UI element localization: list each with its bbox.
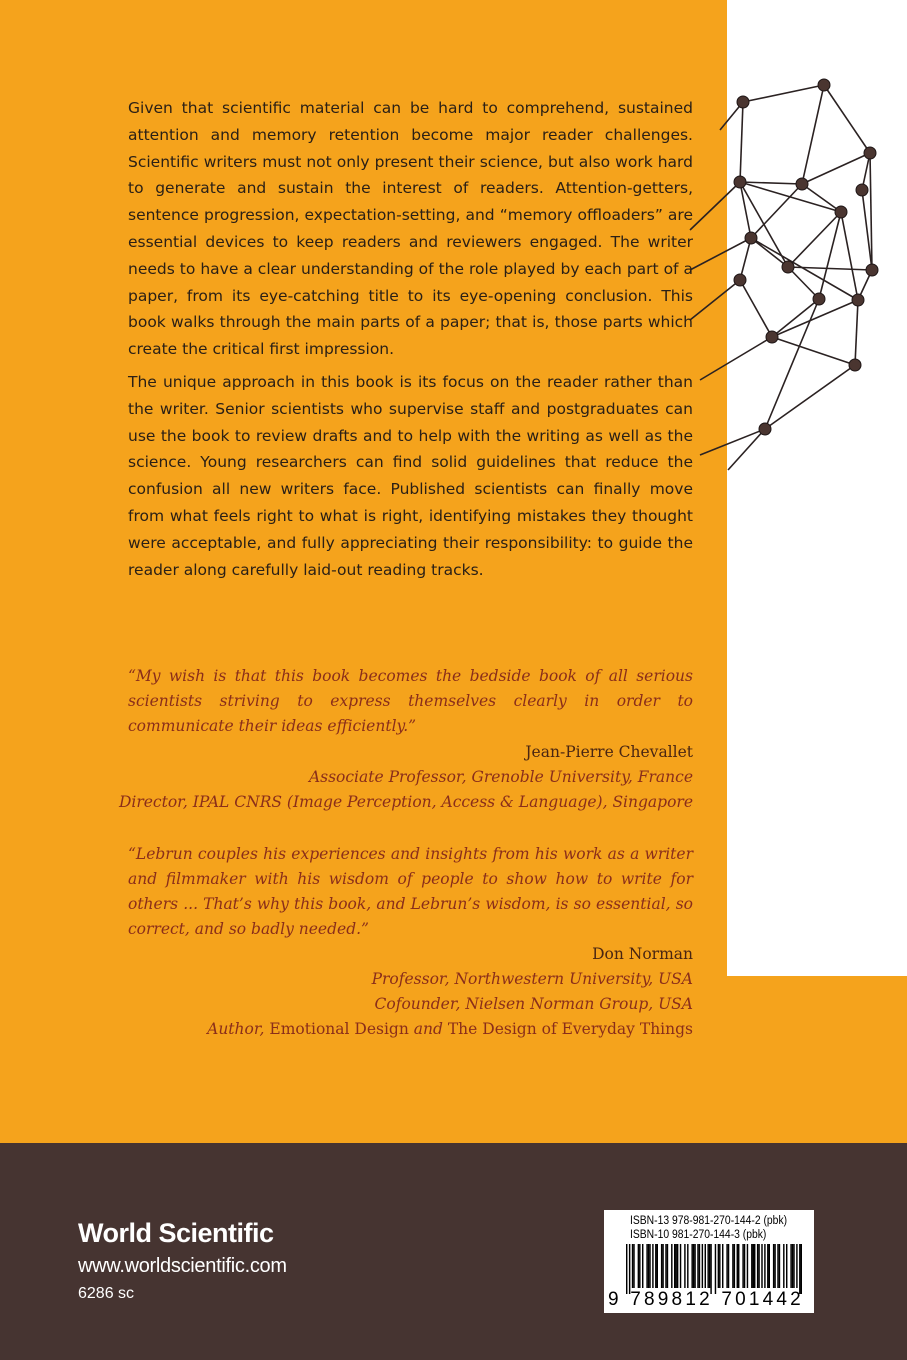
barcode-bar	[734, 1244, 735, 1288]
network-edge	[819, 212, 841, 299]
barcode-bar	[693, 1244, 694, 1288]
network-node	[835, 206, 847, 218]
barcode-bar	[786, 1244, 787, 1288]
barcode-bar	[639, 1244, 640, 1288]
network-edge	[740, 102, 743, 182]
network-edge	[788, 212, 841, 267]
network-edge	[841, 212, 858, 300]
barcode-bar	[694, 1244, 695, 1288]
barcode-bar	[710, 1244, 711, 1294]
barcode-bar	[675, 1244, 676, 1288]
network-edge	[743, 85, 824, 102]
network-node	[813, 293, 825, 305]
author-role: Author,	[207, 1020, 265, 1038]
barcode-bar	[702, 1244, 703, 1288]
network-edge	[690, 182, 740, 230]
network-node	[782, 261, 794, 273]
network-node	[849, 359, 861, 371]
network-edge	[772, 337, 855, 365]
barcode-bar	[642, 1244, 643, 1288]
barcode-bar	[626, 1244, 627, 1294]
barcode-bar	[707, 1244, 708, 1288]
network-edge	[740, 238, 751, 280]
barcode-bar	[699, 1244, 700, 1288]
barcode-bar	[661, 1244, 662, 1288]
barcode-bar	[796, 1244, 797, 1288]
barcode-bar	[652, 1244, 653, 1288]
barcode-bar	[764, 1244, 765, 1288]
isbn-10: ISBN-10 981-270-144-3 (pbk)	[630, 1229, 767, 1241]
barcode-bar	[680, 1244, 681, 1288]
network-edge	[802, 85, 824, 184]
network-node	[856, 184, 868, 196]
barcode-digits: 9 789812 701442	[608, 1289, 804, 1310]
barcode-bar	[697, 1244, 698, 1288]
isbn-barcode-box	[604, 1210, 814, 1313]
endorser-name-2: Don Norman	[592, 945, 693, 963]
endorsement-quote-2: “Lebrun couples his experiences and insights from his work as a writer and filmmaker with his wisdom of people to show how to write for others ... That’s why this book, and Lebrun’s wisdom, is so essential, so correct, and so badly needed.”	[128, 845, 693, 938]
barcode-bar	[758, 1244, 759, 1288]
network-edge	[772, 300, 858, 337]
network-node	[866, 264, 878, 276]
blurb-paragraph-1: Given that scientific material can be hard to comprehend, sustained attention and memory retention become major reader challenges. Scientific writers must not only present their science, but also work hard to generate and sustain the interest of readers. Attention-getters, sentence progression, expectation-setting, and “memory offloaders” are essential devices to keep readers and reviewers engaged. The writer needs to have a clear understanding of the role played by each part of a paper, from its eye-catching title to its eye-opening conclusion. This book walks through the main parts of a paper; that is, those parts which create the critical first impression.	[128, 99, 693, 359]
book-title-emotional-design: Emotional Design	[269, 1020, 409, 1038]
book-title-design-everyday-things: The Design of Everyday Things	[447, 1020, 693, 1038]
barcode-bar	[687, 1244, 688, 1288]
network-edge	[700, 337, 772, 380]
and-connector: and	[413, 1020, 443, 1038]
network-node	[734, 176, 746, 188]
barcode-bar	[799, 1244, 800, 1294]
barcode-bar	[657, 1244, 658, 1288]
barcode-bar	[790, 1244, 791, 1288]
barcode-bar	[761, 1244, 762, 1288]
barcode-bar	[709, 1244, 710, 1288]
barcode-bar	[757, 1244, 758, 1288]
barcode-bar	[792, 1244, 793, 1288]
barcode-bar	[773, 1244, 774, 1288]
publisher-code: 6286 sc	[78, 1285, 135, 1302]
network-edge	[740, 182, 802, 184]
barcode-bar	[649, 1244, 650, 1288]
network-node	[818, 79, 830, 91]
barcode-bar	[777, 1244, 778, 1288]
barcode-bar	[737, 1244, 738, 1288]
barcode-bar	[722, 1244, 723, 1288]
network-node	[734, 274, 746, 286]
network-node	[766, 331, 778, 343]
barcode-bar	[648, 1244, 649, 1288]
barcode-bar	[769, 1244, 770, 1288]
network-edge	[802, 153, 870, 184]
barcode-bar	[646, 1244, 647, 1288]
network-edge	[855, 300, 858, 365]
network-node	[796, 178, 808, 190]
barcode-bar	[632, 1244, 633, 1288]
barcode-bar	[793, 1244, 794, 1288]
publisher-url: www.worldscientific.com	[78, 1255, 287, 1277]
barcode-bar	[655, 1244, 656, 1288]
network-edge	[751, 238, 788, 267]
network-node	[745, 232, 757, 244]
barcode-bar	[715, 1244, 716, 1294]
barcode-bar	[691, 1244, 692, 1288]
barcode-bar	[705, 1244, 706, 1288]
barcode-bar	[633, 1244, 634, 1288]
endorser-title-2c	[207, 1017, 693, 1042]
network-edge	[728, 429, 765, 470]
barcode-bar	[677, 1244, 678, 1288]
network-edge	[824, 85, 870, 153]
barcode-bar	[719, 1244, 720, 1288]
barcode-bar	[767, 1244, 768, 1288]
barcode-bar	[738, 1244, 739, 1288]
network-edge	[788, 267, 819, 299]
barcode-bar	[774, 1244, 775, 1288]
barcode-bar	[662, 1244, 663, 1288]
barcode-icon	[624, 1244, 804, 1294]
network-edge	[700, 429, 765, 455]
network-node	[852, 294, 864, 306]
barcode-bar	[801, 1244, 802, 1294]
endorsement-quote-1: “My wish is that this book becomes the bedside book of all serious scientists striving to express themselves clearly in order to communicate their ideas efficiently.”	[128, 667, 693, 735]
barcode-bar	[732, 1244, 733, 1288]
network-node	[864, 147, 876, 159]
barcode-bar	[742, 1244, 743, 1288]
barcode-bar	[629, 1244, 630, 1294]
barcode-bar	[754, 1244, 755, 1288]
barcode-bar	[638, 1244, 639, 1288]
endorser-title-2a: Professor, Northwestern University, USA	[371, 970, 693, 988]
barcode-bar	[674, 1244, 675, 1288]
barcode-bar	[753, 1244, 754, 1288]
network-edge	[690, 280, 740, 320]
endorser-name-1: Jean-Pierre Chevallet	[525, 743, 693, 761]
barcode-bar	[728, 1244, 729, 1288]
network-edge	[788, 267, 872, 270]
network-edge	[802, 184, 841, 212]
barcode-bar	[783, 1244, 784, 1288]
barcode-bar	[718, 1244, 719, 1288]
isbn-13: ISBN-13 978-981-270-144-2 (pbk)	[630, 1215, 788, 1227]
endorser-title-1b: Director, IPAL CNRS (Image Perception, Access & Language), Singapore	[118, 793, 693, 811]
endorser-title-1a: Associate Professor, Grenoble University, France	[308, 768, 693, 786]
barcode-bar	[665, 1244, 666, 1288]
barcode-bar	[751, 1244, 752, 1288]
network-node	[737, 96, 749, 108]
publisher-name: World Scientific	[78, 1218, 274, 1248]
network-edge	[740, 280, 772, 337]
network-graph-illustration	[690, 60, 907, 480]
barcode-bar	[747, 1244, 748, 1288]
barcode-bar	[744, 1244, 745, 1288]
barcode-bar	[726, 1244, 727, 1288]
network-edge	[690, 238, 751, 270]
network-node	[759, 423, 771, 435]
endorser-title-2b: Cofounder, Nielsen Norman Group, USA	[374, 995, 693, 1013]
barcode-bar	[779, 1244, 780, 1288]
blurb-paragraph-2: The unique approach in this book is its focus on the reader rather than the writer. Senior scientists who supervise staff and postgraduates can use the book to review drafts and to help with the writing as well as the science. Young researchers can find solid guidelines that reduce the confusion all new writers face. Published scientists can finally move from what feels right to what is right, identifying mistakes they thought were acceptable, and fully appreciating their responsibility: to guide the reader along carefully laid-out reading tracks.	[128, 373, 693, 579]
barcode-bar	[684, 1244, 685, 1288]
barcode-bar	[671, 1244, 672, 1288]
barcode-bar	[667, 1244, 668, 1288]
